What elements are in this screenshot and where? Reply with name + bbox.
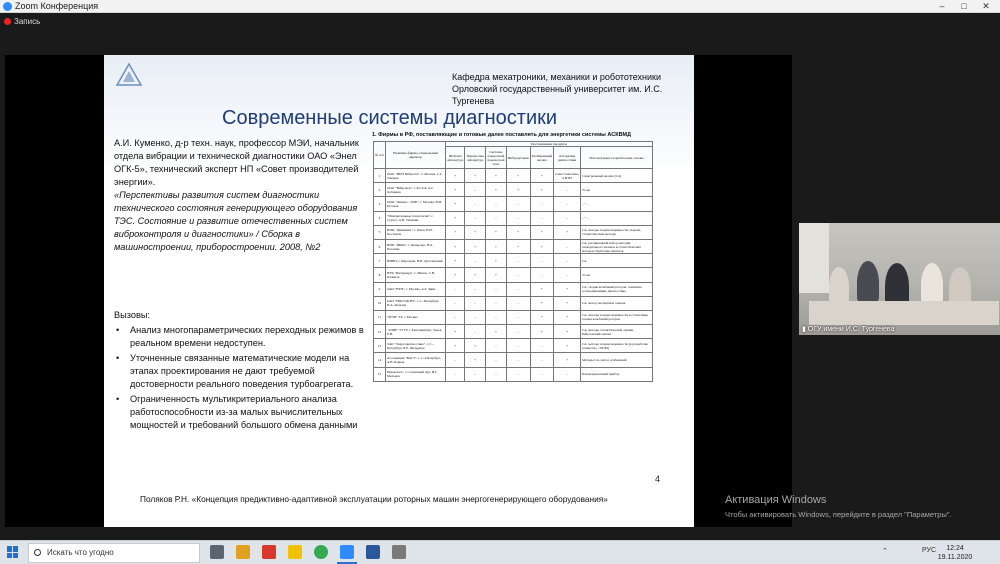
challenge-item: • Анализ многопараметрических переходных режимов в реальном времени недоступен.	[114, 324, 376, 350]
row-cell: –	[465, 282, 486, 296]
row-cell: +	[485, 254, 506, 268]
row-cell: Самостоятельно в ВТИ	[554, 169, 581, 183]
presentation-slide	[104, 55, 694, 527]
row-cell: +	[465, 239, 486, 253]
row-cell: +	[554, 225, 581, 239]
table-row	[374, 197, 653, 211]
reference-text: «Перспективы развития систем диагностики технического состояния генерирующего оборудования ТЭС. Состояние и развитие отечественных систем виброконтроля и диагностики» / Сборка в машиностроении, приборостроении. 2008, №2	[114, 190, 358, 252]
row-basis: – " –	[581, 211, 653, 225]
row-firm: "Измерительные технологии", г. Сургут, А.В. Тенинин	[386, 211, 446, 225]
search-icon	[34, 549, 41, 556]
row-cell: –	[506, 296, 530, 310]
taskbar-clock[interactable]	[935, 544, 975, 562]
row-num: 15	[374, 367, 386, 381]
search-placeholder: Искать что угодно	[47, 548, 114, 557]
row-basis: СА	[581, 254, 653, 268]
table-body	[374, 169, 653, 382]
row-num: 10	[374, 296, 386, 310]
window-titlebar	[0, 0, 1000, 13]
row-basis: Методы СА, метод огибающей	[581, 353, 653, 367]
row-cell: –	[554, 183, 581, 197]
row-firm: ОАО "НПО ЦКТИ", г. С.-Петербург, И.А. Ковалев	[386, 296, 446, 310]
row-firm: ОАО "ВТИ", г. Москва, А.З. Звим	[386, 282, 446, 296]
table-row	[374, 268, 653, 282]
row-cell: +	[554, 339, 581, 353]
row-basis: Балансировочный прибор	[581, 367, 653, 381]
row-basis: То же	[581, 183, 653, 197]
row-basis: То же	[581, 268, 653, 282]
activation-title: Активация Windows	[725, 494, 827, 506]
row-firm: НПЦ "Динамика", г. Омск, В.Н. Костюков	[386, 225, 446, 239]
video-table	[809, 301, 999, 325]
challenge-item: • Уточненные связанные математические модели на этапах проектирования не дают требуемой достоверности реального поведения турбоагрегата.	[114, 352, 376, 391]
row-cell: –	[554, 239, 581, 253]
row-cell: +	[530, 325, 554, 339]
task-view-icon[interactable]	[210, 545, 224, 559]
row-basis: СА, методы теории надежности (в разработке совместно с МЭИ)	[581, 339, 653, 353]
row-num: 4	[374, 211, 386, 225]
header-col: Системы поверочной переносной техн.	[485, 147, 506, 169]
row-cell: –	[530, 353, 554, 367]
challenges-title: Вызовы:	[114, 310, 150, 320]
row-basis: Спектральный анализ (СА)	[581, 169, 653, 183]
row-cell: +	[446, 268, 465, 282]
row-num: 11	[374, 310, 386, 324]
row-cell: –	[485, 296, 506, 310]
row-cell: –	[485, 310, 506, 324]
row-firm: ЗАО "Энергодиагностика", г. С.-Петербург, Б.Е. Фельдман	[386, 339, 446, 353]
row-num: 13	[374, 339, 386, 353]
row-firm: ООО "Виброкон", г. Ростов, А.Г. Добряков	[386, 183, 446, 197]
row-cell: –	[506, 339, 530, 353]
row-cell: –	[506, 211, 530, 225]
row-cell: –	[530, 254, 554, 268]
row-cell: +	[446, 254, 465, 268]
row-cell: –	[506, 268, 530, 282]
language-indicator[interactable]: РУС	[922, 547, 937, 554]
challenges-list	[114, 324, 376, 432]
row-cell: –	[485, 197, 506, 211]
header-col: Используемые теоретические основы	[581, 147, 653, 169]
row-cell: –	[485, 211, 506, 225]
row-cell: –	[465, 254, 486, 268]
row-cell: +	[446, 211, 465, 225]
row-cell: +	[506, 239, 530, 253]
row-cell: –	[506, 325, 530, 339]
row-cell: +	[446, 183, 465, 197]
row-num: 14	[374, 353, 386, 367]
page-number: 4	[655, 474, 661, 484]
header-col: Штатная аппаратура	[446, 147, 465, 169]
table-row	[374, 296, 653, 310]
row-cell: +	[506, 183, 530, 197]
header-col: Расширенный анализ	[530, 147, 554, 169]
row-cell: +	[446, 325, 465, 339]
row-cell: +	[465, 268, 486, 282]
author-block	[114, 137, 376, 254]
row-firm: "УЛВР" УГТУ, г. Екатеринбург, Урьев Е.В.	[386, 325, 446, 339]
file-explorer-icon[interactable]	[236, 545, 250, 559]
person-figure	[857, 261, 879, 305]
challenge-item: • Ограниченность мультикритериального анализа работоспособности из-за малых вычислительных мощностей и требований большого обмена данными	[114, 393, 376, 432]
row-cell: –	[465, 367, 486, 381]
table-row	[374, 239, 653, 253]
header-group: Поставляемые продукты	[446, 142, 653, 147]
row-cell: –	[554, 367, 581, 381]
row-cell: +	[485, 169, 506, 183]
row-firm: "МЭИ" ТУ, г. Москва	[386, 310, 446, 324]
table-row	[374, 353, 653, 367]
row-cell: –	[485, 339, 506, 353]
maximize-button[interactable]: □	[961, 1, 967, 11]
header-num: № п/п	[374, 142, 386, 169]
slide-footer: Поляков Р.Н. «Концепция предиктивно-адаптивной эксплуатации роторных машин энергогенерирующего оборудования»	[140, 494, 608, 504]
row-cell: +	[465, 225, 486, 239]
word-icon[interactable]	[366, 545, 380, 559]
row-cell: +	[465, 353, 486, 367]
row-cell: –	[506, 353, 530, 367]
row-num: 12	[374, 325, 386, 339]
row-basis: – " –	[581, 197, 653, 211]
window-title: Zoom Конференция	[15, 1, 99, 11]
row-cell: +	[485, 183, 506, 197]
row-cell: –	[506, 367, 530, 381]
row-basis: СА, методы теории надежности и статистики, теория колебаний роторов	[581, 310, 653, 324]
windows-taskbar	[0, 540, 1000, 564]
header-firm: Название фирмы, генеральный директор	[386, 142, 446, 169]
row-firm: ООО "Диамех - 2000", г. Москва, Н.И. Русаков	[386, 197, 446, 211]
row-firm: НПП "ИКРА", г. Кемерово, Н.А. Поганин	[386, 239, 446, 253]
start-button-windows-icon[interactable]	[7, 546, 19, 558]
taskbar-search-box[interactable]	[28, 543, 200, 563]
department-line-1: Кафедра мехатроники, механики и робототехники	[452, 72, 662, 82]
row-cell: –	[446, 282, 465, 296]
table-row	[374, 169, 653, 183]
table-row	[374, 310, 653, 324]
row-cell: –	[506, 254, 530, 268]
shared-screen[interactable]	[5, 55, 792, 527]
row-cell: –	[530, 367, 554, 381]
header-col: Вибродатчики	[506, 147, 530, 169]
row-cell: +	[485, 268, 506, 282]
row-cell: –	[485, 282, 506, 296]
table-row	[374, 367, 653, 381]
slide-title: Современные системы диагностики	[222, 107, 558, 129]
row-cell: –	[465, 183, 486, 197]
row-cell: –	[446, 296, 465, 310]
zoom-logo-icon	[3, 2, 12, 11]
row-cell: +	[530, 239, 554, 253]
row-cell: –	[446, 353, 465, 367]
row-cell: –	[465, 211, 486, 225]
department-line-2: Орловский государственный университет им. И.С. Тургенева	[452, 84, 663, 106]
row-cell: –	[465, 325, 486, 339]
row-cell: –	[554, 211, 581, 225]
row-firm: ООО "НПП Вибротех", г. Москва, С.Г. Токарев	[386, 169, 446, 183]
row-cell: +	[554, 353, 581, 367]
row-cell: +	[465, 339, 486, 353]
department-text	[452, 71, 694, 107]
row-cell: –	[554, 254, 581, 268]
header-col: Переносная аппаратура	[465, 147, 486, 169]
table-row	[374, 282, 653, 296]
row-firm: Инкорамос, г. Солнечный Арт. Н.Г. Мельцов	[386, 367, 446, 381]
row-num: 5	[374, 225, 386, 239]
row-basis: СА, методы теории надежности, модели, статистические методы	[581, 225, 653, 239]
row-cell: +	[506, 225, 530, 239]
tray-expand-icon[interactable]: ⌃	[882, 548, 888, 555]
recording-label: Запись	[14, 17, 41, 26]
row-cell: +	[446, 169, 465, 183]
recording-indicator[interactable]	[4, 17, 40, 28]
zoom-taskbar-icon[interactable]	[340, 545, 354, 559]
row-cell: –	[446, 310, 465, 324]
row-cell: –	[465, 296, 486, 310]
row-cell: +	[485, 225, 506, 239]
row-firm: НИИП, г. Кирсанов, В.П. Деталевский	[386, 254, 446, 268]
row-cell: –	[530, 268, 554, 282]
row-cell: +	[530, 183, 554, 197]
row-cell: –	[446, 367, 465, 381]
row-cell: +	[485, 239, 506, 253]
row-cell: +	[446, 197, 465, 211]
row-cell: –	[530, 197, 554, 211]
row-cell: +	[554, 310, 581, 324]
row-cell: –	[554, 197, 581, 211]
participant-name-label: ▮ ОГУ имени И.С. Тургенева	[802, 326, 895, 333]
close-button[interactable]: ✕	[982, 1, 990, 11]
activation-subtitle: Чтобы активировать Windows, перейдите в раздел "Параметры".	[725, 510, 952, 519]
chrome-icon[interactable]	[314, 545, 328, 559]
row-num: 3	[374, 197, 386, 211]
firms-table	[373, 141, 653, 382]
minimize-button[interactable]: –	[939, 1, 945, 11]
row-cell: –	[506, 282, 530, 296]
challenges-block	[114, 309, 376, 432]
row-num: 7	[374, 254, 386, 268]
table-row	[374, 325, 653, 339]
row-cell: +	[506, 169, 530, 183]
row-cell: –	[485, 353, 506, 367]
row-num: 6	[374, 239, 386, 253]
row-cell: +	[530, 282, 554, 296]
university-logo-icon	[114, 61, 144, 89]
row-basis: СА, методы статистической оценки Бейесовский анализ	[581, 325, 653, 339]
row-basis: СА, расширенный набор методик спектрального анализа и статистических методов обработки сигналов	[581, 239, 653, 253]
sticky-notes-icon[interactable]	[288, 545, 302, 559]
row-cell: +	[554, 325, 581, 339]
app-icon[interactable]	[262, 545, 276, 559]
row-cell: +	[530, 169, 554, 183]
row-cell: –	[530, 339, 554, 353]
row-num: 1	[374, 169, 386, 183]
row-cell: –	[506, 197, 530, 211]
table-row	[374, 225, 653, 239]
header-col: Алгоритмы диагностики	[554, 147, 581, 169]
row-cell: +	[530, 296, 554, 310]
video-window-light	[799, 223, 829, 293]
row-num: 8	[374, 268, 386, 282]
row-cell: +	[554, 282, 581, 296]
participant-name: ОГУ имени И.С. Тургенева	[807, 326, 895, 333]
windows-activation-watermark	[725, 494, 995, 519]
row-cell: +	[465, 169, 486, 183]
row-cell: +	[485, 325, 506, 339]
app-icon[interactable]	[392, 545, 406, 559]
participant-video-tile[interactable]	[799, 223, 1000, 335]
table-row	[374, 254, 653, 268]
row-cell: –	[465, 310, 486, 324]
row-cell: +	[446, 225, 465, 239]
row-basis: СА, метод экспертных оценок	[581, 296, 653, 310]
row-num: 9	[374, 282, 386, 296]
row-firm: Ассоциация "ВАСТ", г. С.-Петербург, А.В. Барков	[386, 353, 446, 367]
row-cell: –	[530, 211, 554, 225]
row-cell: +	[446, 239, 465, 253]
clock-date: 19.11.2020	[937, 554, 973, 561]
row-firm: НТК "Интеркард", г. Минск, С.В. Калинов	[386, 268, 446, 282]
row-cell: –	[465, 197, 486, 211]
row-cell: +	[554, 296, 581, 310]
meeting-area	[0, 13, 1000, 540]
row-num: 2	[374, 183, 386, 197]
record-dot-icon	[4, 18, 11, 25]
table-title: 1. Фирмы в РФ, поставляющие и готовые далее поставлять для энергетики системы АСКВМД	[372, 132, 632, 138]
author-text: А.И. Куменко, д-р техн. наук, профессор МЭИ, начальник отдела вибрации и технической диагностики ОАО «Энел ОГК-5», технический эксперт НП «Совет производителей энергии».	[114, 138, 359, 187]
row-cell: +	[446, 339, 465, 353]
table-row	[374, 211, 653, 225]
row-basis: СА, теория колебаний роторов, элементы ротородинамики, диагностика	[581, 282, 653, 296]
table-row	[374, 183, 653, 197]
row-cell: –	[485, 367, 506, 381]
row-cell: +	[530, 225, 554, 239]
row-cell: –	[554, 268, 581, 282]
row-cell: +	[530, 310, 554, 324]
table-row	[374, 339, 653, 353]
row-cell: –	[506, 310, 530, 324]
clock-time: 12:24	[946, 545, 964, 552]
